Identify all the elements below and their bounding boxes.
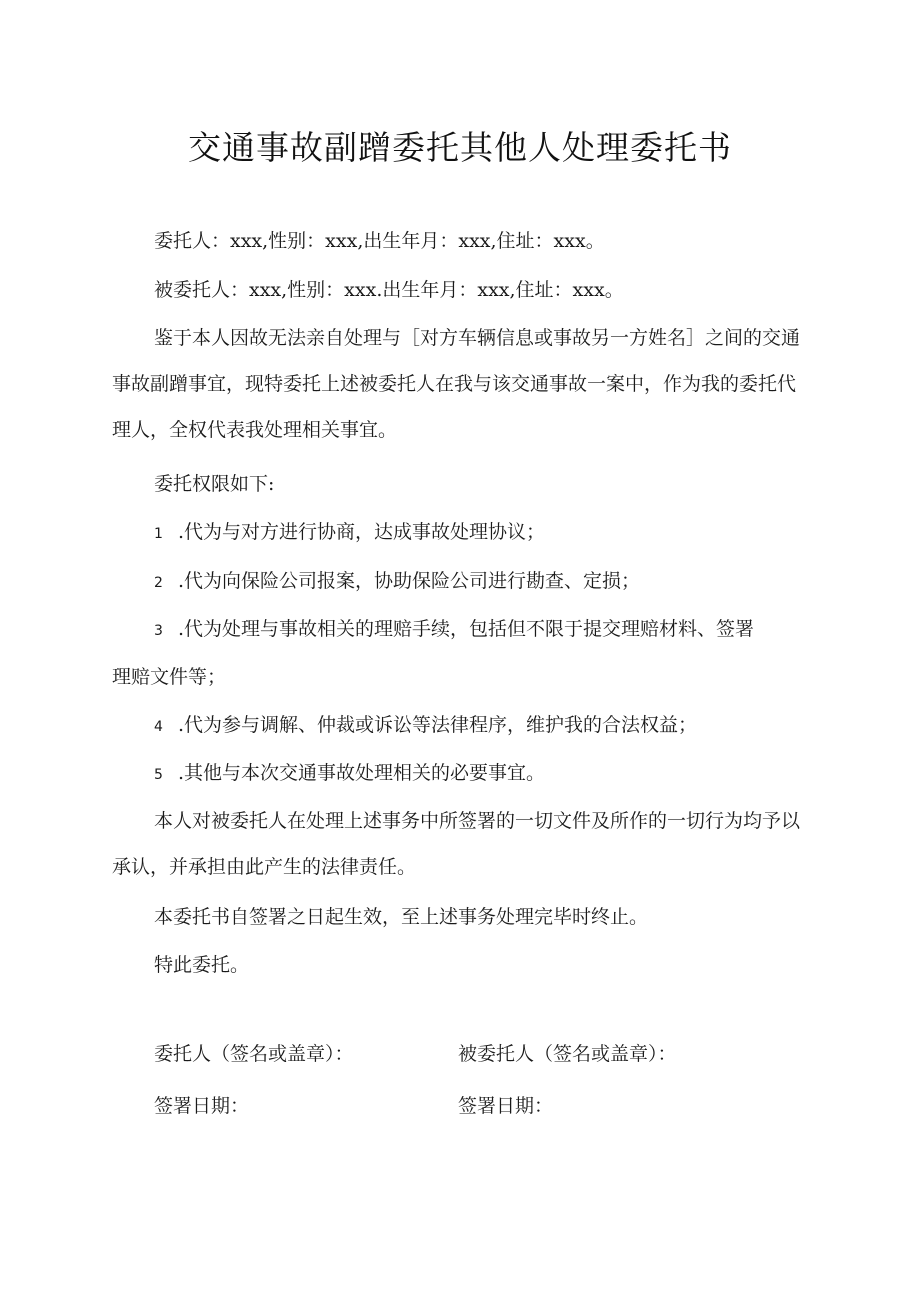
document-title: 交通事故副蹭委托其他人处理委托书 [188, 128, 732, 167]
agent-date-label: 签署日期： [458, 1095, 554, 1117]
item-number: 5 [154, 767, 163, 783]
item-number: 2 [154, 575, 163, 591]
item-number: 4 [154, 719, 163, 735]
authority-item [154, 558, 640, 606]
authority-item-continuation: 理赔文件等； [112, 666, 227, 688]
agent-info: 被委托人：xxx,性别：xxx.出生年月：xxx,住址：xxx。 [154, 279, 624, 301]
intro-paragraph: 鉴于本人因故无法亲自处理与［对方车辆信息或事故另一方姓名］之间的交通事故副蹭事宜，现特委托上述被委托人在我与该交通事故一案中，作为我的委托代理人，全权代表我处理相关事宜。 [112, 327, 801, 441]
authority-item [154, 509, 545, 557]
item-number: 1 [154, 526, 163, 542]
item-text: .代为处理与事故相关的理赔手续，包括但不限于提交理赔材料、签署 [178, 618, 755, 640]
item-text: .其他与本次交通事故处理相关的必要事宜。 [178, 762, 546, 784]
item-text: .代为向保险公司报案，协助保险公司进行勘查、定损； [178, 570, 641, 592]
closing-statement: 特此委托。 [154, 954, 250, 976]
validity-statement: 本委托书自签署之日起生效，至上述事务处理完毕时终止。 [154, 906, 649, 928]
acknowledgement-paragraph: 本人对被委托人在处理上述事务中所签署的一切文件及所作的一切行为均予以承认，并承担由此产生的法律责任。 [112, 810, 801, 878]
authority-item [154, 702, 697, 750]
principal-signature-label: 委托人（签名或盖章）： [154, 1043, 354, 1065]
authority-item [154, 750, 545, 798]
item-text: .代为与对方进行协商，达成事故处理协议； [178, 521, 546, 543]
authority-heading: 委托权限如下: [154, 473, 275, 495]
principal-info: 委托人：xxx,性别：xxx,出生年月：xxx,住址：xxx。 [154, 230, 605, 252]
item-number: 3 [154, 623, 163, 639]
principal-date-label: 签署日期： [154, 1095, 250, 1117]
agent-signature-label: 被委托人（签名或盖章）： [458, 1043, 677, 1065]
item-text: .代为参与调解、仲裁或诉讼等法律程序，维护我的合法权益； [178, 714, 698, 736]
authority-item [154, 606, 754, 654]
